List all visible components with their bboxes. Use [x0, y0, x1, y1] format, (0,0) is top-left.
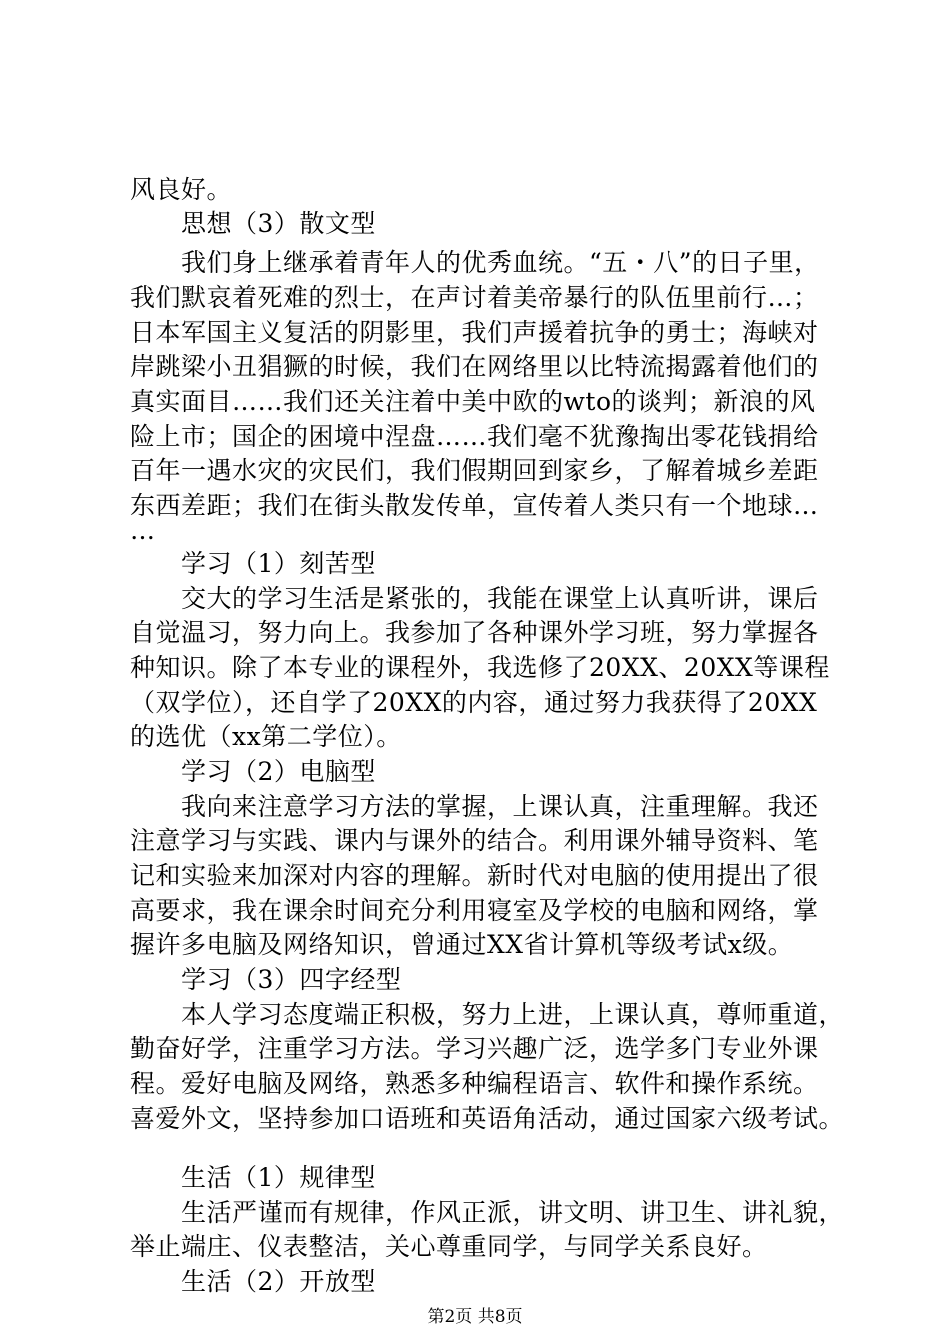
text-line: 程。爱好电脑及网络，熟悉多种编程语言、软件和操作系统。: [130, 1069, 819, 1098]
text-line: 东西差距；我们在街头散发传单，宣传着人类只有一个地球…: [130, 491, 819, 520]
section-heading-thought-3: 思想（3）散文型: [181, 209, 376, 238]
text-line: 真实面目……我们还关注着中美中欧的wto的谈判；新浪的风: [130, 387, 816, 416]
text-line: 种知识。除了本专业的课程外，我选修了20XX、20XX等课程: [130, 653, 830, 682]
text-line: 举止端庄、仪表整洁，关心尊重同学，与同学关系良好。: [130, 1232, 768, 1261]
text-line: （双学位），还自学了20XX的内容，通过努力我获得了20XX: [130, 688, 818, 717]
text-line: 喜爱外文，坚持参加口语班和英语角活动，通过国家六级考试。: [130, 1104, 845, 1133]
text-line: 自觉温习，努力向上。我参加了各种课外学习班，努力掌握各: [130, 618, 819, 647]
text-line: 交大的学习生活是紧张的，我能在课堂上认真听讲，课后: [181, 584, 819, 613]
text-line: 的选优（xx第二学位）。: [130, 722, 402, 751]
text-line: 生活严谨而有规律，作风正派，讲文明、讲卫生、讲礼貌，: [181, 1198, 845, 1227]
text-line: 岸跳梁小丑猖獗的时候，我们在网络里以比特流揭露着他们的: [130, 352, 819, 381]
text-line: 险上市；国企的困境中涅盘……我们毫不犹豫掏出零花钱捐给: [130, 422, 819, 451]
text-line: 日本军国主义复活的阴影里，我们声援着抗争的勇士；海峡对: [130, 318, 819, 347]
text-line: 本人学习态度端正积极，努力上进，上课认真，尊师重道，: [181, 1000, 845, 1029]
text-line: 握许多电脑及网络知识，曾通过XX省计算机等级考试x级。: [130, 930, 794, 959]
section-heading-life-2: 生活（2）开放型: [181, 1267, 376, 1296]
text-line: 勤奋好学，注重学习方法。学习兴趣广泛，选学多门专业外课: [130, 1034, 819, 1063]
text-line: 我们身上继承着青年人的优秀血统。“五・八”的日子里，: [181, 248, 820, 277]
section-heading-study-3: 学习（3）四字经型: [181, 965, 402, 994]
text-line: 风良好。: [130, 175, 233, 204]
section-heading-life-1: 生活（1）规律型: [181, 1163, 376, 1192]
text-line: 注意学习与实践、课内与课外的结合。利用课外辅导资料、笔: [130, 826, 819, 855]
text-line: 我向来注意学习方法的掌握，上课认真，注重理解。我还: [181, 792, 819, 821]
page-footer: 第2页 共8页: [427, 1307, 523, 1327]
text-line: 高要求，我在课余时间充分利用寝室及学校的电脑和网络，掌: [130, 896, 819, 925]
section-heading-study-1: 学习（1）刻苦型: [181, 549, 376, 578]
text-line: 我们默哀着死难的烈士，在声讨着美帝暴行的队伍里前行…；: [130, 283, 819, 312]
text-line: …: [130, 516, 156, 545]
text-line: 百年一遇水灾的灾民们，我们假期回到家乡，了解着城乡差距: [130, 456, 819, 485]
section-heading-study-2: 学习（2）电脑型: [181, 757, 376, 786]
text-line: 记和实验来加深对内容的理解。新时代对电脑的使用提出了很: [130, 861, 819, 890]
